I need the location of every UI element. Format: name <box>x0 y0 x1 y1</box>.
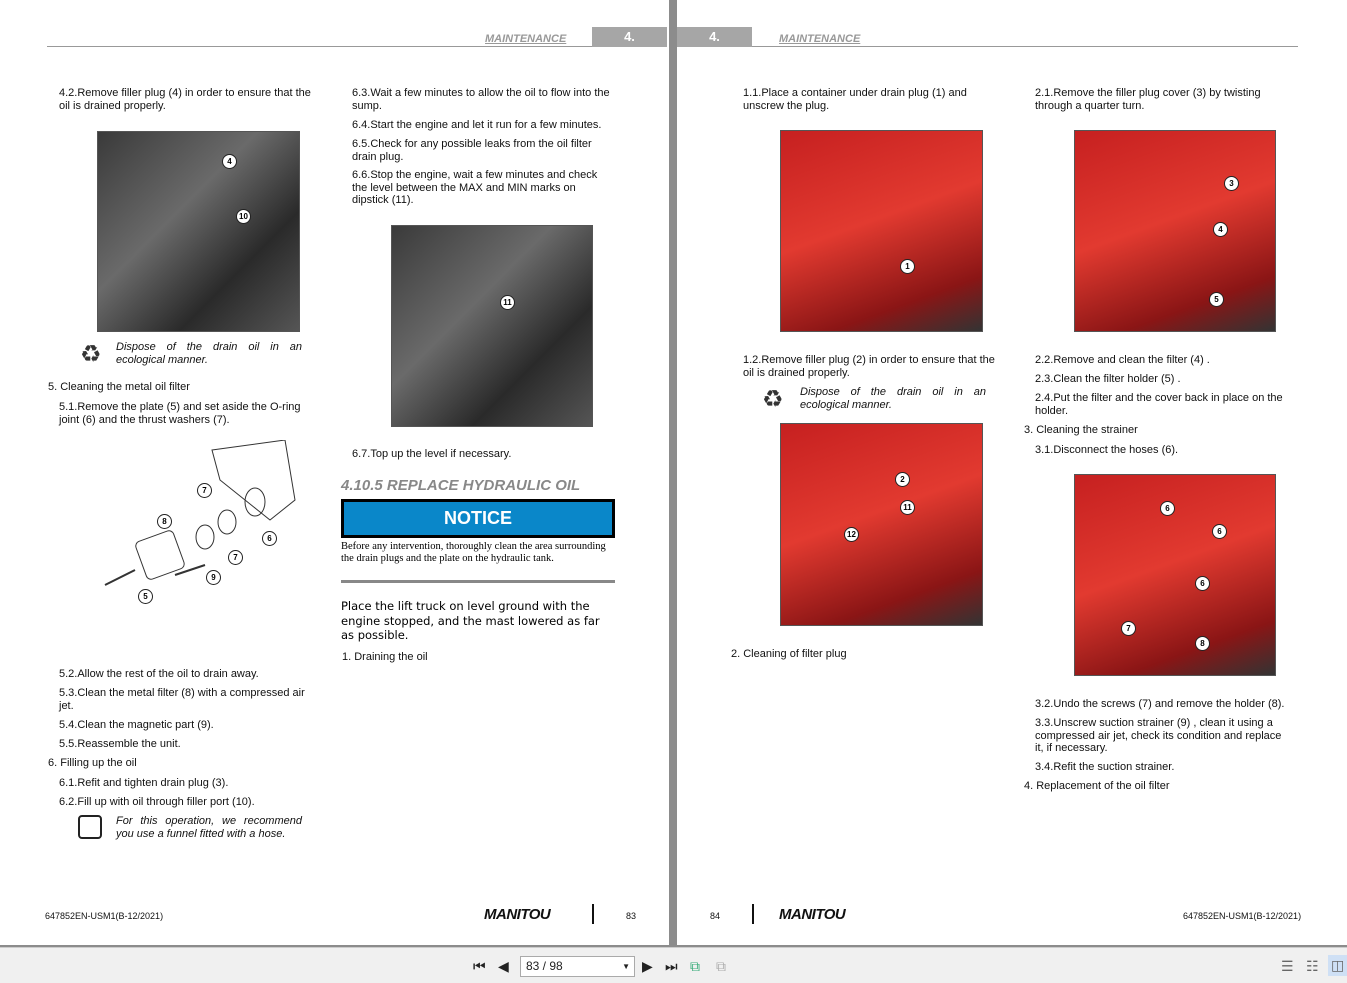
step-3: 3. Cleaning the strainer <box>1024 424 1138 436</box>
step-2-3: 2.3.Clean the filter holder (5) . <box>1035 373 1181 385</box>
callout: 8 <box>1195 636 1210 651</box>
photo-strainer <box>1074 474 1276 676</box>
callout: 5 <box>138 589 153 604</box>
callout: 3 <box>1224 176 1239 191</box>
callout: 4 <box>222 154 237 169</box>
step-6: 6. Filling up the oil <box>48 757 137 769</box>
page-number: 84 <box>710 911 721 921</box>
eco-note: Dispose of the drain oil in an ecological manner. <box>116 341 302 366</box>
chapter-box: 4. <box>592 27 667 47</box>
step-1: 1. Draining the oil <box>342 651 428 663</box>
step-3-4: 3.4.Refit the suction strainer. <box>1035 761 1175 773</box>
step-1-1: 1.1.Place a container under drain plug (1) and unscrew the plug. <box>743 87 967 112</box>
callout: 1 <box>900 259 915 274</box>
two-page-view-icon[interactable]: ◫ <box>1328 955 1347 976</box>
manitou-logo: MANITOU <box>779 906 846 923</box>
doc-reference: 647852EN-USM1(B-12/2021) <box>45 911 164 921</box>
section-header: MAINTENANCE <box>485 33 567 45</box>
intro-text: Place the lift truck on level ground with the engine stopped, and the mast lowered as far as possible. <box>341 599 600 642</box>
go-forward-view-icon[interactable]: ⧉ <box>716 958 726 974</box>
viewer-toolbar <box>0 947 1347 983</box>
photo-filler-plug <box>97 131 300 332</box>
section-header: MAINTENANCE <box>779 33 861 45</box>
callout: 5 <box>1209 292 1224 307</box>
chevron-down-icon[interactable]: ▼ <box>622 962 630 971</box>
pdf-page-84 <box>677 0 1347 945</box>
notice-text: Before any intervention, thoroughly clean the area surrounding the drain plugs and the plate on the hydraulic tank. <box>341 541 606 564</box>
photo-drain-plug <box>780 130 983 332</box>
step-5-4: 5.4.Clean the magnetic part (9). <box>59 719 214 731</box>
step-2: 2. Cleaning of filter plug <box>731 648 847 660</box>
notice-banner: NOTICE <box>341 499 615 538</box>
step-5: 5. Cleaning the metal oil filter <box>48 381 190 393</box>
pdf-page-83 <box>0 0 669 945</box>
notice-rule <box>341 580 615 583</box>
step-1-2: 1.2.Remove filler plug (2) in order to ensure that the oil is drained properly. <box>743 354 995 379</box>
footer-divider <box>752 904 754 924</box>
callout: 8 <box>157 514 172 529</box>
step-3-3: 3.3.Unscrew suction strainer (9) , clean it using a compressed air jet, check its condition and replace it, if necessary. <box>1035 717 1282 754</box>
footer-divider <box>592 904 594 924</box>
doc-reference: 647852EN-USM1(B-12/2021) <box>1183 911 1302 921</box>
callout: 7 <box>228 550 243 565</box>
photo-filler-plug <box>780 423 983 626</box>
callout: 9 <box>206 570 221 585</box>
section-heading: 4.10.5 REPLACE HYDRAULIC OIL <box>341 477 581 494</box>
continuous-view-icon[interactable]: ☷ <box>1306 958 1319 974</box>
step-5-1: 5.1.Remove the plate (5) and set aside the O-ring joint (6) and the thrust washers (7). <box>59 401 301 426</box>
callout: 11 <box>900 500 915 515</box>
step-6-6: 6.6.Stop the engine, wait a few minutes and check the level between the MAX and MIN marks on dipstick (11). <box>352 169 598 206</box>
page-number-field[interactable] <box>520 956 635 977</box>
last-page-button[interactable]: ⏭ <box>665 958 678 974</box>
note-icon <box>78 815 102 839</box>
page-number-value: 83 / 98 <box>526 959 563 973</box>
step-5-3: 5.3.Clean the metal filter (8) with a compressed air jet. <box>59 687 305 712</box>
eco-note: Dispose of the drain oil in an ecological manner. <box>800 386 986 411</box>
photo-dipstick <box>391 225 593 427</box>
callout: 10 <box>236 209 251 224</box>
callout: 7 <box>197 483 212 498</box>
step-6-2: 6.2.Fill up with oil through filler port (10). <box>59 796 255 808</box>
header-rule <box>752 46 1298 47</box>
callout: 11 <box>500 295 515 310</box>
callout: 12 <box>844 527 859 542</box>
step-6-3: 6.3.Wait a few minutes to allow the oil to flow into the sump. <box>352 87 610 112</box>
previous-page-button[interactable]: ◀ <box>498 958 509 974</box>
step-3-1: 3.1.Disconnect the hoses (6). <box>1035 444 1179 456</box>
callout: 7 <box>1121 621 1136 636</box>
filter-diagram <box>100 440 300 605</box>
step-3-2: 3.2.Undo the screws (7) and remove the holder (8). <box>1035 698 1285 710</box>
first-page-button[interactable]: ⏮ <box>473 958 486 974</box>
callout: 6 <box>1160 501 1175 516</box>
recycle-icon: ♻ <box>762 386 784 413</box>
manitou-logo: MANITOU <box>484 906 551 923</box>
single-page-view-icon[interactable]: ☰ <box>1281 958 1294 974</box>
funnel-note: For this operation, we recommend you use a funnel fitted with a hose. <box>116 815 302 840</box>
step-6-1: 6.1.Refit and tighten drain plug (3). <box>59 777 229 789</box>
step-2-4: 2.4.Put the filter and the cover back in place on the holder. <box>1035 392 1283 417</box>
step-6-4: 6.4.Start the engine and let it run for a few minutes. <box>352 119 602 131</box>
callout: 2 <box>895 472 910 487</box>
header-rule <box>47 46 592 47</box>
callout: 6 <box>262 531 277 546</box>
callout: 6 <box>1212 524 1227 539</box>
step-6-7: 6.7.Top up the level if necessary. <box>352 448 512 460</box>
step-5-5: 5.5.Reassemble the unit. <box>59 738 181 750</box>
step-5-2: 5.2.Allow the rest of the oil to drain away. <box>59 668 259 680</box>
go-back-view-icon[interactable]: ⧉ <box>690 958 700 974</box>
recycle-icon: ♻ <box>80 341 102 368</box>
step-2-1: 2.1.Remove the filler plug cover (3) by twisting through a quarter turn. <box>1035 87 1261 112</box>
callout: 6 <box>1195 576 1210 591</box>
step-6-5: 6.5.Check for any possible leaks from the oil filter drain plug. <box>352 138 592 163</box>
chapter-box: 4. <box>677 27 752 47</box>
page-number: 83 <box>626 911 637 921</box>
step-4-2: 4.2.Remove filler plug (4) in order to ensure that the oil is drained properly. <box>59 87 311 112</box>
step-2-2: 2.2.Remove and clean the filter (4) . <box>1035 354 1210 366</box>
step-4: 4. Replacement of the oil filter <box>1024 780 1170 792</box>
next-page-button[interactable]: ▶ <box>642 958 653 974</box>
photo-filter-cover <box>1074 130 1276 332</box>
callout: 4 <box>1213 222 1228 237</box>
